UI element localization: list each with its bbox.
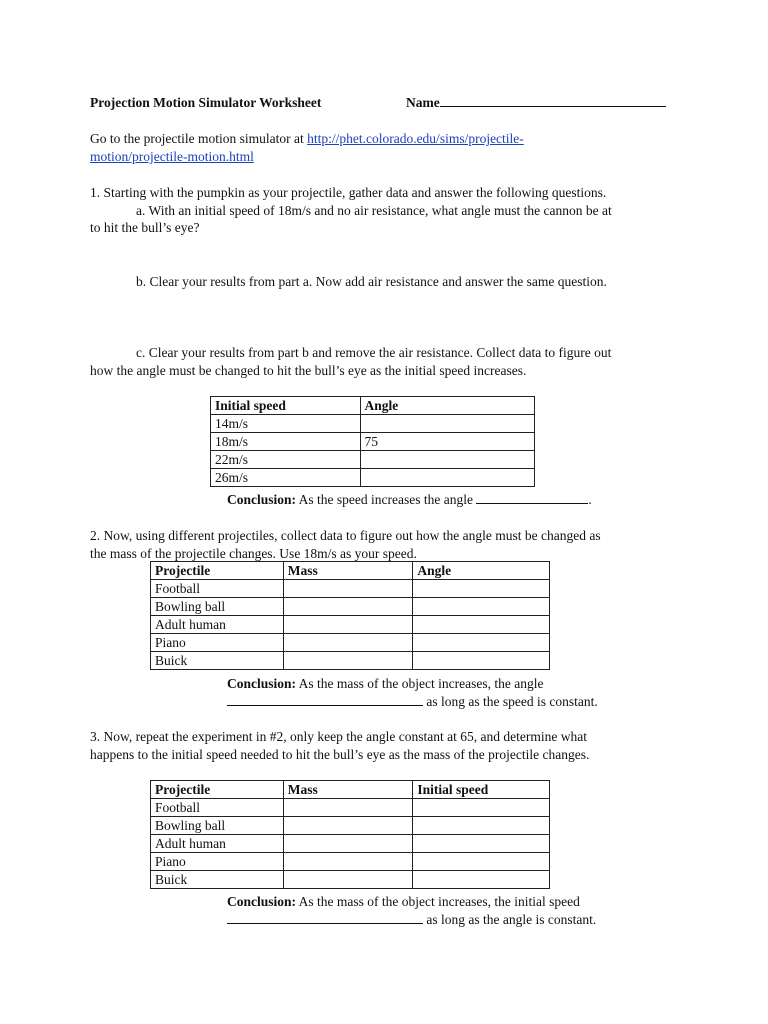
- conclusion-blank: [476, 491, 588, 504]
- column-header: Initial speed: [413, 781, 550, 799]
- table-cell: Piano: [151, 634, 284, 652]
- column-header: Angle: [413, 562, 550, 580]
- q1-prompt: 1. Starting with the pumpkin as your projectile, gather data and answer the following questions.: [90, 185, 607, 200]
- table-cell: 18m/s: [211, 433, 361, 451]
- q1b-prompt: b. Clear your results from part a. Now add air resistance and answer the same question.: [136, 274, 607, 289]
- q2-conclusion-line-1: [227, 675, 543, 693]
- table-cell: [283, 652, 413, 670]
- conclusion-text: As the mass of the object increases, the initial speed: [296, 894, 580, 909]
- table-cell: [360, 469, 534, 487]
- q1a-line-2: to hit the bull’s eye?: [90, 220, 200, 235]
- conclusion-label: Conclusion:: [227, 492, 297, 507]
- table-cell: Adult human: [151, 835, 284, 853]
- conclusion-end: .: [588, 492, 592, 507]
- table-cell: Football: [151, 580, 284, 598]
- column-header: Mass: [283, 781, 413, 799]
- table-cell: [360, 451, 534, 469]
- table-row: [151, 652, 550, 670]
- intro-line-2: [90, 148, 254, 166]
- column-header: Projectile: [151, 562, 284, 580]
- conclusion-text: as long as the speed is constant.: [423, 694, 598, 709]
- table-header-row: [211, 397, 535, 415]
- table-cell: Buick: [151, 652, 284, 670]
- name-blank: [440, 94, 666, 107]
- q1-conclusion: [227, 491, 592, 509]
- table-cell: Bowling ball: [151, 817, 284, 835]
- table-cell: 75: [360, 433, 534, 451]
- table-row: [151, 616, 550, 634]
- q1c-line-1: c. Clear your results from part b and remove the air resistance. Collect data to figure out: [136, 345, 612, 360]
- conclusion-text: as long as the angle is constant.: [423, 912, 597, 927]
- simulator-link-continued[interactable]: motion/projectile-motion.html: [90, 149, 254, 164]
- table-cell: Piano: [151, 853, 284, 871]
- name-field: [406, 94, 666, 112]
- table-row: [151, 634, 550, 652]
- q2-conclusion-line-2: [227, 693, 598, 711]
- table-cell: [283, 853, 413, 871]
- table-row: [151, 817, 550, 835]
- table-cell: [413, 835, 550, 853]
- table-cell: 14m/s: [211, 415, 361, 433]
- table-cell: [413, 799, 550, 817]
- table-cell: [413, 598, 550, 616]
- table-cell: [413, 616, 550, 634]
- table-cell: Bowling ball: [151, 598, 284, 616]
- table-cell: [283, 835, 413, 853]
- table-cell: [413, 853, 550, 871]
- table-row: [151, 835, 550, 853]
- table-cell: 22m/s: [211, 451, 361, 469]
- q3-conclusion-line-1: [227, 893, 580, 911]
- table-cell: Buick: [151, 871, 284, 889]
- table-row: [151, 799, 550, 817]
- intro-line-1: [90, 130, 524, 148]
- intro-text: Go to the projectile motion simulator at: [90, 131, 308, 146]
- table-cell: 26m/s: [211, 469, 361, 487]
- q3-prompt-line-1: 3. Now, repeat the experiment in #2, only keep the angle constant at 65, and determine what: [90, 729, 587, 744]
- table-cell: Adult human: [151, 616, 284, 634]
- table-row: [211, 451, 535, 469]
- table-cell: [283, 598, 413, 616]
- conclusion-blank: [227, 693, 423, 706]
- table-cell: [360, 415, 534, 433]
- q3-conclusion-line-2: [227, 911, 596, 929]
- table-cell: [413, 652, 550, 670]
- q2-prompt-line-2: the mass of the projectile changes. Use 18m/s as your speed.: [90, 546, 417, 561]
- name-label: Name: [406, 95, 440, 110]
- table-row: [151, 598, 550, 616]
- simulator-link[interactable]: http://phet.colorado.edu/sims/projectile-: [307, 131, 524, 146]
- q2-prompt-line-1: 2. Now, using different projectiles, collect data to figure out how the angle must be changed as: [90, 528, 601, 543]
- q3-prompt-line-2: happens to the initial speed needed to hit the bull’s eye as the mass of the projectile changes.: [90, 747, 590, 762]
- table-header-row: [151, 781, 550, 799]
- conclusion-label: Conclusion:: [227, 894, 297, 909]
- table-row: [151, 871, 550, 889]
- table-row: [151, 853, 550, 871]
- q1-data-table: [210, 396, 535, 487]
- table-cell: [283, 634, 413, 652]
- conclusion-text: As the mass of the object increases, the angle: [296, 676, 544, 691]
- conclusion-label: Conclusion:: [227, 676, 297, 691]
- table-cell: [283, 871, 413, 889]
- q1a-line-1: a. With an initial speed of 18m/s and no air resistance, what angle must the cannon be at: [136, 203, 612, 218]
- table-cell: [283, 817, 413, 835]
- table-cell: [413, 871, 550, 889]
- column-header: Projectile: [151, 781, 284, 799]
- table-cell: [413, 817, 550, 835]
- table-header-row: [151, 562, 550, 580]
- table-row: [211, 469, 535, 487]
- table-cell: Football: [151, 799, 284, 817]
- q2-data-table: [150, 561, 550, 670]
- column-header: Mass: [283, 562, 413, 580]
- table-row: [211, 415, 535, 433]
- q1c-line-2: how the angle must be changed to hit the bull’s eye as the initial speed increases.: [90, 363, 527, 378]
- table-row: [211, 433, 535, 451]
- table-cell: [283, 799, 413, 817]
- table-cell: [283, 580, 413, 598]
- table-cell: [413, 634, 550, 652]
- table-row: [151, 580, 550, 598]
- q3-data-table: [150, 780, 550, 889]
- conclusion-text: As the speed increases the angle: [296, 492, 477, 507]
- table-cell: [413, 580, 550, 598]
- conclusion-blank: [227, 911, 423, 924]
- worksheet-title: Projection Motion Simulator Worksheet: [90, 95, 322, 110]
- column-header: Initial speed: [211, 397, 361, 415]
- table-cell: [283, 616, 413, 634]
- column-header: Angle: [360, 397, 534, 415]
